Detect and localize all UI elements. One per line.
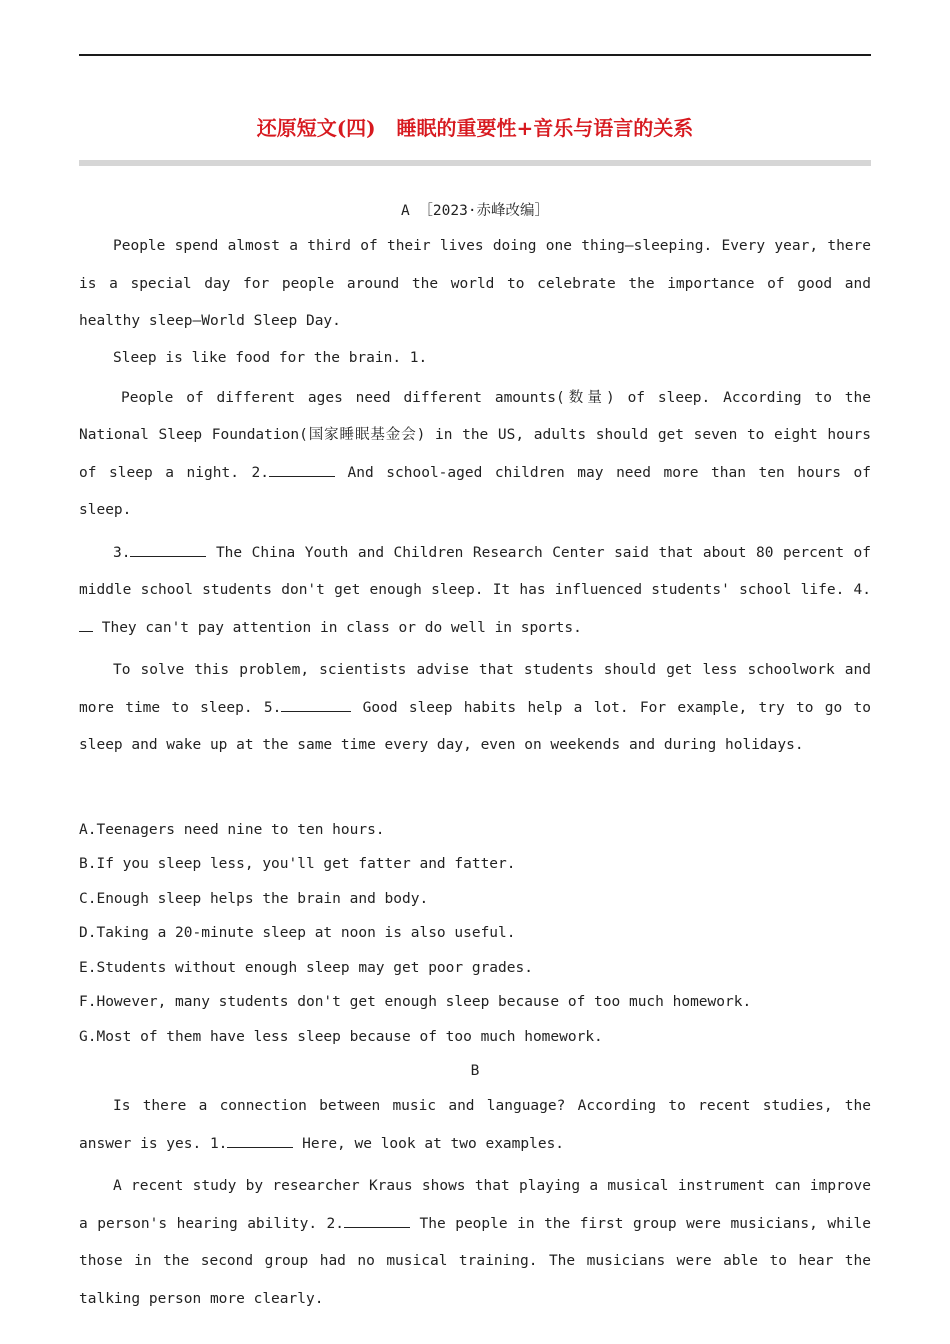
paragraph-text: Is there a connection between music and language? According to recent studies, the answer is yes. 1.	[79, 1098, 871, 1152]
paragraph-text: 3.	[113, 544, 131, 561]
answer-blank-5[interactable]	[281, 697, 351, 712]
answer-blank-3[interactable]	[130, 542, 206, 557]
answer-blank-2[interactable]	[269, 462, 335, 477]
paragraph-text: Here, we look at two examples.	[293, 1135, 565, 1152]
section-a-paragraph-5	[79, 652, 871, 765]
option-d: D.Taking a 20-minute sleep at noon is also useful.	[79, 925, 516, 941]
paragraph-text: People of different ages need different amounts(数量) of sleep. According to the National Sleep Foundation(国家睡眠基金会) in the US, adults should get seven to eight hours of sleep a night. 2.	[79, 389, 871, 481]
section-b-heading: B	[470, 1063, 480, 1079]
content	[79, 199, 871, 1323]
option-e: E.Students without enough sleep may get poor grades.	[79, 959, 533, 976]
top-rule	[79, 54, 871, 56]
section-a-paragraph-1: People spend almost a third of their lives doing one thing—sleeping. Every year, there is a special day for people around the world to celebrate the importance of good and healthy sleep—World Sleep Day.	[79, 238, 871, 329]
option-c: C.Enough sleep helps the brain and body.	[79, 890, 429, 907]
answer-options	[79, 818, 871, 1049]
option-f: F.However, many students don't get enough sleep because of too much homework.	[79, 994, 752, 1010]
section-a-heading: A ［2023·赤峰改编］	[400, 203, 550, 219]
paragraph-text: A recent study by researcher Kraus shows that playing a musical instrument can improve a person's hearing ability. 2.	[79, 1178, 871, 1232]
paragraph-text: Good sleep habits help a lot. For example, try to go to sleep and wake up at the same time every day, even on weekends and during holidays.	[79, 699, 871, 753]
paragraph-text: And school-aged children may need more than ten hours of sleep.	[79, 464, 871, 518]
title-underline	[79, 160, 871, 166]
section-a-paragraph-3	[79, 380, 871, 530]
section-a-paragraph-2: Sleep is like food for the brain. 1.	[113, 349, 428, 366]
section-b-paragraph-2	[79, 1168, 871, 1318]
section-a-paragraph-4	[79, 535, 871, 648]
answer-blank-4[interactable]	[79, 617, 93, 632]
option-g: G.Most of them have less sleep because of too much homework.	[79, 1028, 603, 1045]
section-b-paragraph-1	[79, 1088, 871, 1163]
option-a: A.Teenagers need nine to ten hours.	[79, 821, 385, 838]
paragraph-text: The China Youth and Children Research Center said that about 80 percent of middle school students don't get enough sleep. It has influenced students' school life. 4.	[79, 544, 871, 598]
page-title: 还原短文(四) 睡眠的重要性+音乐与语言的关系	[256, 116, 694, 140]
answer-blank-b2[interactable]	[344, 1213, 410, 1228]
paragraph-text: They can't pay attention in class or do well in sports.	[93, 619, 582, 636]
answer-blank-b1[interactable]	[227, 1133, 293, 1148]
paragraph-text: The people in the first group were musicians, while those in the second group had no musical training. The musicians were able to hear the talking person more clearly.	[79, 1215, 871, 1307]
option-b: B.If you sleep less, you'll get fatter and fatter.	[79, 856, 516, 872]
paragraph-text: To solve this problem, scientists advise that students should get less schoolwork and more time to sleep. 5.	[79, 662, 871, 716]
